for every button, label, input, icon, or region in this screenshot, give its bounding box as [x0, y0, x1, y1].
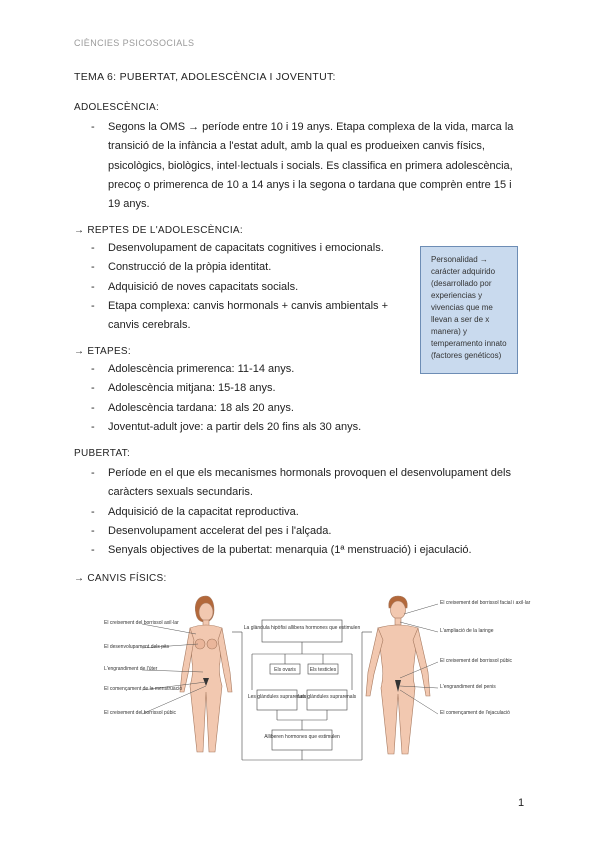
- etapes-list: [74, 360, 524, 437]
- section-heading-pubertat: PUBERTAT:: [74, 448, 131, 459]
- adrenal-left-label: Les glàndules suprarenals: [247, 694, 307, 700]
- female-label-uterus: L'engrandiment de l'úter: [104, 666, 158, 672]
- list-item: - Segons la OMS → període entre 10 i 19 anys. Etapa complexa de la vida, marca la transició de la infància a l'estat adult, amb la qual es produeixen canvis físics, psicològics, biològics, intel·lectuals i socials. Es classifica en primera adolescència, precoç o primerenca de 10 a 14 anys i la segona o tardana que comprèn entre 15 i 19 anys.: [74, 118, 524, 214]
- adolescencia-list: [74, 118, 524, 214]
- female-label-menstruation: El començament de la menstruació: [104, 686, 183, 692]
- ovaries-label: Els ovaris: [274, 667, 296, 673]
- list-item: - Període en el que els mecanismes hormonals provoquen el desenvolupament dels caràcters sexuals secundaris.: [74, 464, 524, 503]
- section-heading-adolescencia: ADOLESCÈNCIA:: [74, 102, 160, 113]
- male-label-pubic: El creixement del borrissol púbic: [440, 658, 512, 664]
- section-heading-etapes: → ETAPES:: [74, 346, 131, 357]
- list-item: - Adolescència tardana: 18 als 20 anys.: [74, 399, 524, 418]
- puberty-changes-figure: [102, 592, 531, 767]
- reptes-list: [74, 239, 404, 335]
- list-item: - Senyals objectives de la pubertat: menarquia (1ª menstruació) i ejaculació.: [74, 541, 524, 560]
- male-label-larynx: L'ampliació de la laringe: [440, 628, 494, 634]
- page-title: TEMA 6: PUBERTAT, ADOLESCÈNCIA I JOVENTUT:: [74, 71, 336, 83]
- document-header: CIÈNCIES PSICOSOCIALS: [74, 38, 195, 48]
- personality-note: Personalidad → carácter adquirido (desarrollado por experiencias y vivencias que me llevan a ser de x manera) y temperamento innato (factores genéticos): [420, 246, 518, 374]
- list-item: - Joventut-adult jove: a partir dels 20 fins als 30 anys.: [74, 418, 524, 437]
- section-heading-reptes: → REPTES DE L'ADOLESCÈNCIA:: [74, 225, 243, 236]
- male-label-penis: L'engrandiment del penis: [440, 684, 496, 690]
- male-label-ejaculation: El començament de l'ejaculació: [440, 710, 510, 716]
- list-item: - Adolescència mitjana: 15-18 anys.: [74, 379, 524, 398]
- list-item: - Construcció de la pròpia identitat.: [74, 258, 404, 277]
- male-label-facial-hair: El creixement del borrissol facial i axil·lar: [440, 600, 531, 606]
- section-heading-canvis: → CANVIS FÍSICS:: [74, 573, 167, 584]
- pubertat-list: [74, 464, 524, 560]
- list-item: - Adolescència primerenca: 11-14 anys.: [74, 360, 524, 379]
- testicles-label: Els testicles: [309, 667, 337, 673]
- list-item: - Etapa complexa: canvis hormonals + canvis ambientals + canvis cerebrals.: [74, 297, 404, 336]
- list-item: - Desenvolupament de capacitats cognitives i emocionals.: [74, 239, 404, 258]
- hormone-release-label: Alliberen hormones que estimulen: [264, 734, 340, 740]
- male-body-illustration: [366, 596, 430, 754]
- page-number: 1: [518, 797, 525, 809]
- list-item: - Desenvolupament accelerat del pes i l'alçada.: [74, 522, 524, 541]
- list-item: - Adquisició de la capacitat reproductiva.: [74, 503, 524, 522]
- adrenal-right-label: Les glàndules suprarenals: [297, 694, 357, 700]
- female-label-pubic: El creixement del borrissol púbic: [104, 710, 176, 716]
- female-label-axillary: El creixement del borrissol axil·lar: [104, 620, 179, 626]
- pituitary-label: La glàndula hipòfisi allibera hormones que estimulen: [243, 625, 361, 631]
- list-item: - Adquisició de noves capacitats socials.: [74, 278, 404, 297]
- female-label-breasts: El desenvolupament dels pits: [104, 644, 170, 650]
- female-body-illustration: [180, 596, 232, 752]
